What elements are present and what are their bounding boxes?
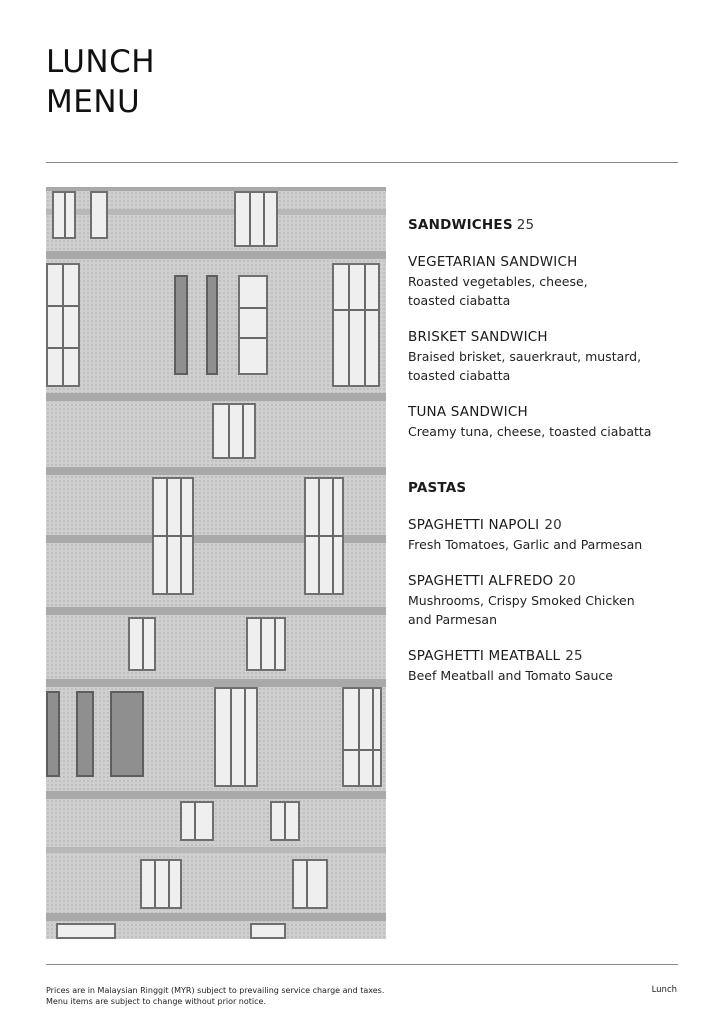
item-name: SPAGHETTI NAPOLI 20 [408,517,562,533]
menu-item [408,253,688,310]
menu-list [408,216,688,703]
menu-item [408,403,688,441]
section-title-pastas: PASTAS [408,480,467,496]
top-divider [46,162,678,163]
footer-page-label: Lunch [651,985,677,995]
item-price: 20 [544,517,562,533]
item-description: Roasted vegetables, cheese, toasted ciabatta [408,274,588,308]
menu-item [408,572,688,629]
item-name: SPAGHETTI ALFREDO 20 [408,573,576,589]
bottom-divider [46,964,678,965]
menu-item [408,516,688,554]
menu-item [408,328,688,385]
item-name: TUNA SANDWICH [408,404,528,420]
section-price: 25 [516,217,535,233]
footer-note: Prices are in Malaysian Ringgit (MYR) subject to prevailing service charge and taxes. Menu items are subject to change without prior notice. [46,986,385,1006]
item-name: BRISKET SANDWICH [408,329,548,345]
item-description: Fresh Tomatoes, Garlic and Parmesan [408,537,643,552]
menu-item [408,647,688,685]
item-name: SPAGHETTI MEATBALL 25 [408,648,583,664]
section-title-sandwiches: SANDWICHES 25 [408,217,535,233]
item-description: Creamy tuna, cheese, toasted ciabatta [408,424,652,439]
item-name: VEGETARIAN SANDWICH [408,254,578,270]
item-description: Braised brisket, sauerkraut, mustard, toasted ciabatta [408,349,642,383]
item-description: Beef Meatball and Tomato Sauce [408,668,613,683]
item-price: 20 [558,573,576,589]
item-price: 25 [565,648,583,664]
title-line-2: MENU [46,84,141,120]
building-facade-photo [46,187,386,939]
page-title [46,42,155,122]
item-description: Mushrooms, Crispy Smoked Chicken and Parmesan [408,593,635,627]
title-line-1: LUNCH [46,44,156,80]
